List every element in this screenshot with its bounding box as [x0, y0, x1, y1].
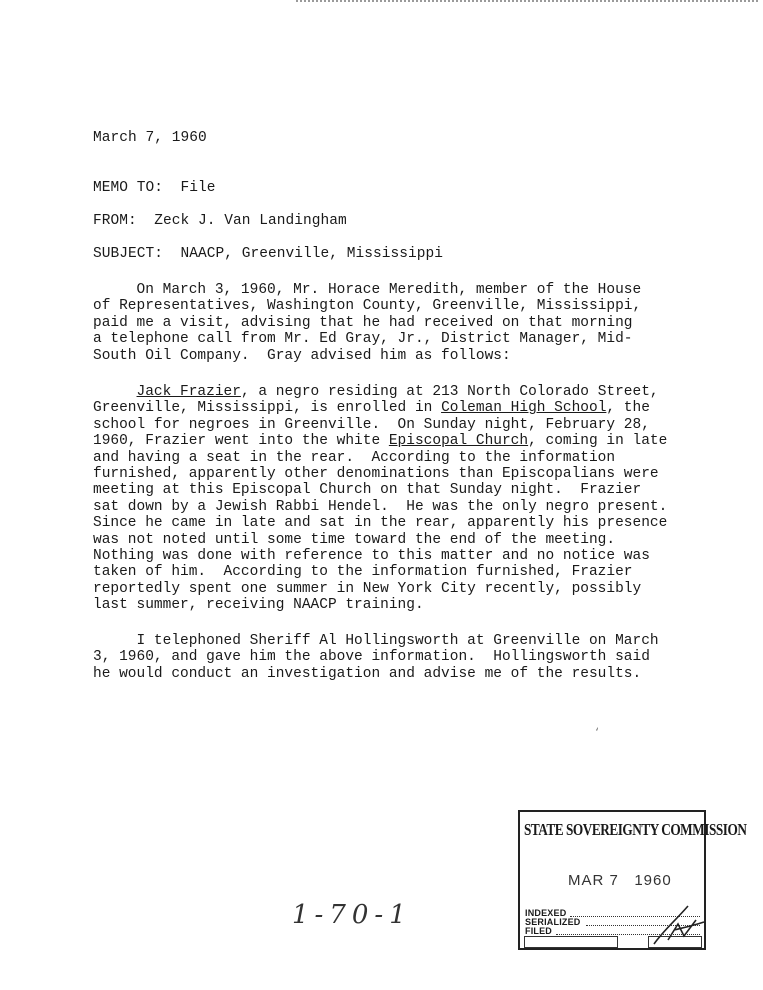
stamp-box-left	[524, 936, 618, 948]
paragraph-2-line: sat down by a Jewish Rabbi Hendel. He was the only negro present.	[93, 498, 668, 515]
stamp-title: STATE SOVEREIGNTY COMMISSION	[524, 820, 747, 839]
paragraph-2-line: school for negroes in Greenville. On Sunday night, February 28,	[93, 416, 650, 433]
paragraph-1-line: a telephone call from Mr. Ed Gray, Jr., District Manager, Mid-	[93, 331, 633, 348]
paragraph-2-line: furnished, apparently other denominations than Episcopalians were	[93, 466, 659, 483]
paragraph-2-line: was not noted until some time toward the end of the meeting.	[93, 531, 616, 548]
stamp-serialized-label: SERIALIZED	[525, 917, 581, 927]
paragraph-2-line: 1960, Frazier went into the white Episcopal Church, coming in late	[93, 433, 668, 450]
paragraph-2	[93, 384, 667, 614]
memo-to: MEMO TO: File	[93, 180, 216, 196]
paragraph-1-line: On March 3, 1960, Mr. Horace Meredith, member of the House	[93, 282, 642, 298]
stamp-date: MAR 7 1960	[568, 872, 672, 889]
memo-date: March 7, 1960	[93, 130, 207, 146]
paragraph-1-line: of Representatives, Washington County, Greenville, Mississippi,	[93, 298, 642, 315]
paragraph-3-line: he would conduct an investigation and advise me of the results.	[93, 665, 642, 682]
subject-name: Jack Frazier	[136, 384, 241, 400]
paragraph-2-line: taken of him. According to the information furnished, Frazier	[93, 564, 633, 581]
paragraph-2-line: last summer, receiving NAACP training.	[93, 597, 424, 614]
handwritten-initials	[644, 900, 708, 950]
paragraph-3-line: 3, 1960, and gave him the above information. Hollingsworth said	[93, 649, 650, 666]
paragraph-2-line: reportedly spent one summer in New York City recently, possibly	[93, 580, 642, 597]
paragraph-1-line: paid me a visit, advising that he had received on that morning	[93, 314, 633, 331]
paragraph-3	[93, 633, 659, 682]
paragraph-1-line: South Oil Company. Gray advised him as follows:	[93, 347, 511, 364]
commission-stamp	[518, 810, 747, 950]
paragraph-2-line: Nothing was done with reference to this matter and no notice was	[93, 548, 650, 565]
paragraph-3-line: I telephoned Sheriff Al Hollingsworth at Greenville on March	[93, 633, 659, 649]
paragraph-2-line: and having a seat in the rear. According to the information	[93, 449, 616, 466]
stray-mark: ‘	[594, 728, 601, 739]
stamp-indexed-label: INDEXED	[525, 908, 567, 918]
memo-from: FROM: Zeck J. Van Landingham	[93, 213, 347, 229]
paragraph-2-line: Greenville, Mississippi, is enrolled in Coleman High School, the	[93, 400, 650, 417]
top-edge-dotted-line	[296, 0, 758, 5]
paragraph-2-line: meeting at this Episcopal Church on that Sunday night. Frazier	[93, 482, 642, 499]
paragraph-1	[93, 282, 641, 364]
church-name: Episcopal Church	[388, 433, 529, 450]
paragraph-2-line: Since he came in late and sat in the rear, apparently his presence	[93, 515, 668, 532]
file-number: 1-70-1	[292, 900, 412, 930]
paragraph-2-line: Jack Frazier, a negro residing at 213 North Colorado Street,	[136, 384, 659, 400]
school-name: Coleman High School	[441, 400, 607, 417]
memo-subject: SUBJECT: NAACP, Greenville, Mississippi	[93, 246, 444, 262]
stamp-filed-label: FILED	[525, 926, 552, 936]
